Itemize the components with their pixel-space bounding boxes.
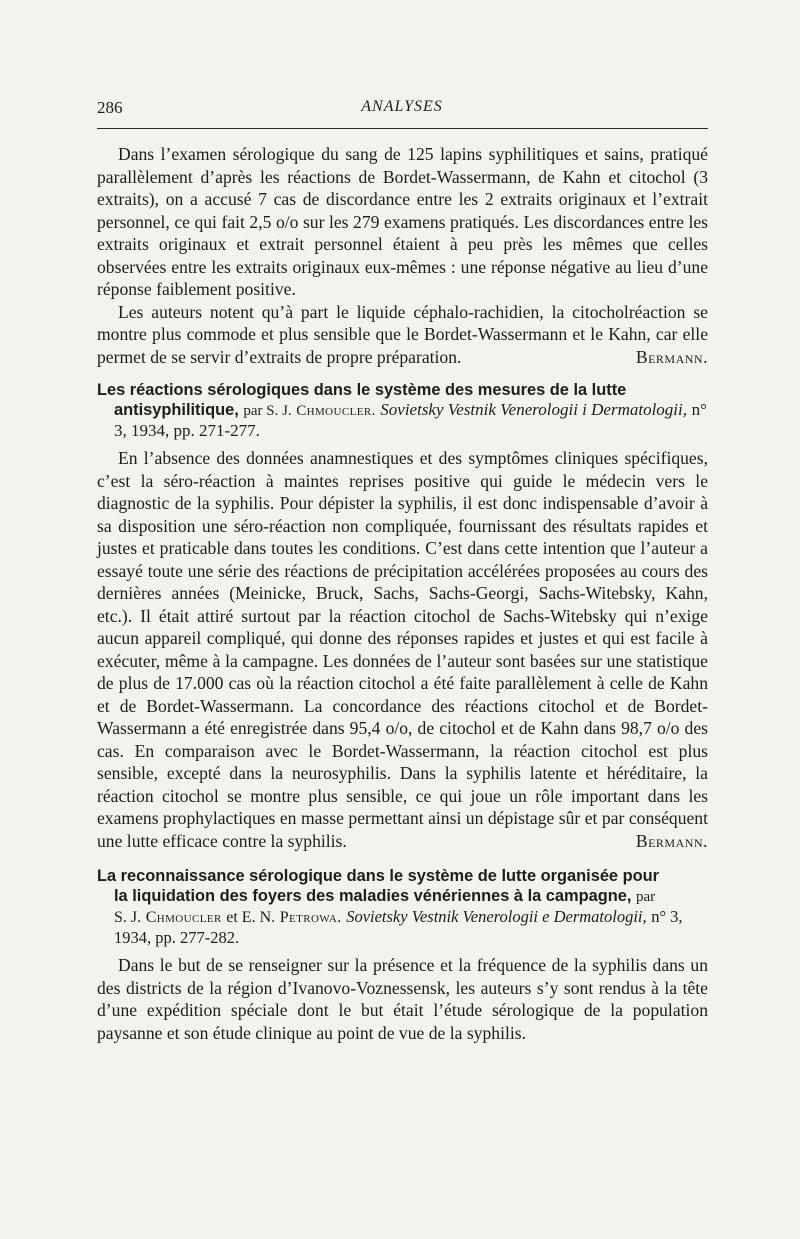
author-name: Chmoucler. [296,403,376,419]
author-name: Chmoucler [145,909,222,926]
paragraph: Dans le but de se renseigner sur la présence et la fréquence de la syphilis dans un des districts de la région d’Ivanovo-Voznessensk, les auteurs s’y sont rendus à la tête d’une expédition spéciale dont le but était l’étude sérologique de la population paysanne et son étude clinique au point de vue de la syphilis. [97,955,708,1043]
citation-details: n° 3, 1934, pp. 271-277. [114,400,707,440]
journal-name: Sovietsky Vestnik Venerologii e Dermatologii, [346,907,647,926]
paragraph: Les auteurs notent qu’à part le liquide céphalo-rachidien, la citocholréaction se montre plus commode et plus sensible que le Bordet-Wassermann et le Kahn, car elle permet de se servir d’extraits de propre préparation. [97,301,708,367]
entry-citation [97,886,708,948]
review-entry-heading [97,380,708,441]
article-body [97,143,708,1044]
author-name: Petrowa. [279,909,342,926]
paragraph: Dans l’examen sérologique du sang de 125 lapins syphilitiques et sains, pratiqué parallèlement d’après les réactions de Bordet-Wassermann, de Kahn et citochol (3 extraits), on a accusé 7 cas de discordance entre les 2 extraits originaux et l’extrait personnel, ce qui fait 2,5 o/o sur les 279 examens pratiqués. Les discordances entre les extraits originaux et extrait personnel étaient à peu près les mêmes que celles observées entre les extraits originaux eux-mêmes : une réponse négative au lieu d’une réponse faiblement positive. [97,144,708,299]
running-title: ANALYSES [361,98,443,115]
entry-title-line: La reconnaissance sérologique dans le système de lutte organisée pour [97,867,660,885]
entry-title-line: antisyphilitique, [114,401,239,419]
entry-title-line: Les réactions sérologiques dans le système des mesures de la lutte [97,381,627,399]
author-initials: S. J. [114,909,142,926]
page-number: 286 [97,98,123,117]
reviewer-signature: Bermann. [635,346,708,367]
by-text: par S. J. [243,403,292,419]
reviewer-signature: Bermann. [635,830,708,851]
by-text: par [635,889,656,905]
citation-details: n° 3, 1934, pp. 277-282. [114,907,683,947]
journal-name: Sovietsky Vestnik Venerologii i Dermatologii, [380,400,688,419]
header-rule [97,128,708,129]
paragraph-text: En l’absence des données anamnestiques et des symptômes cliniques spécifiques, c’est la séro-réaction à maintes reprises positive qui guide le médecin vers le diagnostic de la syphilis. Pour dépister la syphilis, il est donc indispensable d’avoir à sa disposition une séro-réaction non compliquée, fournissant des résultats rapides et justes et praticable dans toutes les conditions. C’est dans cette intention que l’auteur a essayé toute une série des réactions de précipitation accélérées proposées au cours des dernières années (Meinicke, Bruck, Sachs, Sachs-Georgi, Sachs-Witebsky, Kahn, etc.). Il était attiré surtout par la réaction citochol de Sachs-Witebsky qui n’exige aucun appareil compliqué, qui donne des réponses rapides et justes et qui est facile à exécuter, même à la campagne. Les données de l’auteur sont basées sur une statistique de plus de 17.000 cas où la réaction citochol a été faite parallèlement à celle de Kahn et de Bordet-Wassermann. La concordance des réactions citochol et de Bordet-Wassermann a été enregistrée dans 95,4 o/o, de citochol et de Kahn dans 98,7 o/o des cas. En comparaison avec le Bordet-Wassermann, la réaction citochol est plus sensible, excepté dans la neurosyphilis. Dans la syphilis latente et héréditaire, la réaction citochol se montre plus sensible, ce qui joue un rôle important dans les examens prophylactiques en masse permettant ainsi un dépistage sûr et par conséquent une lutte efficace contre la syphilis. [97,448,708,851]
review-entry-heading [97,866,708,948]
entry-title-line: la liquidation des foyers des maladies vénériennes à la campagne, [114,887,632,905]
paragraph [97,447,708,852]
conjunction-text: et E. N. [226,909,276,926]
entry-citation [97,400,708,441]
page-header [97,98,707,120]
